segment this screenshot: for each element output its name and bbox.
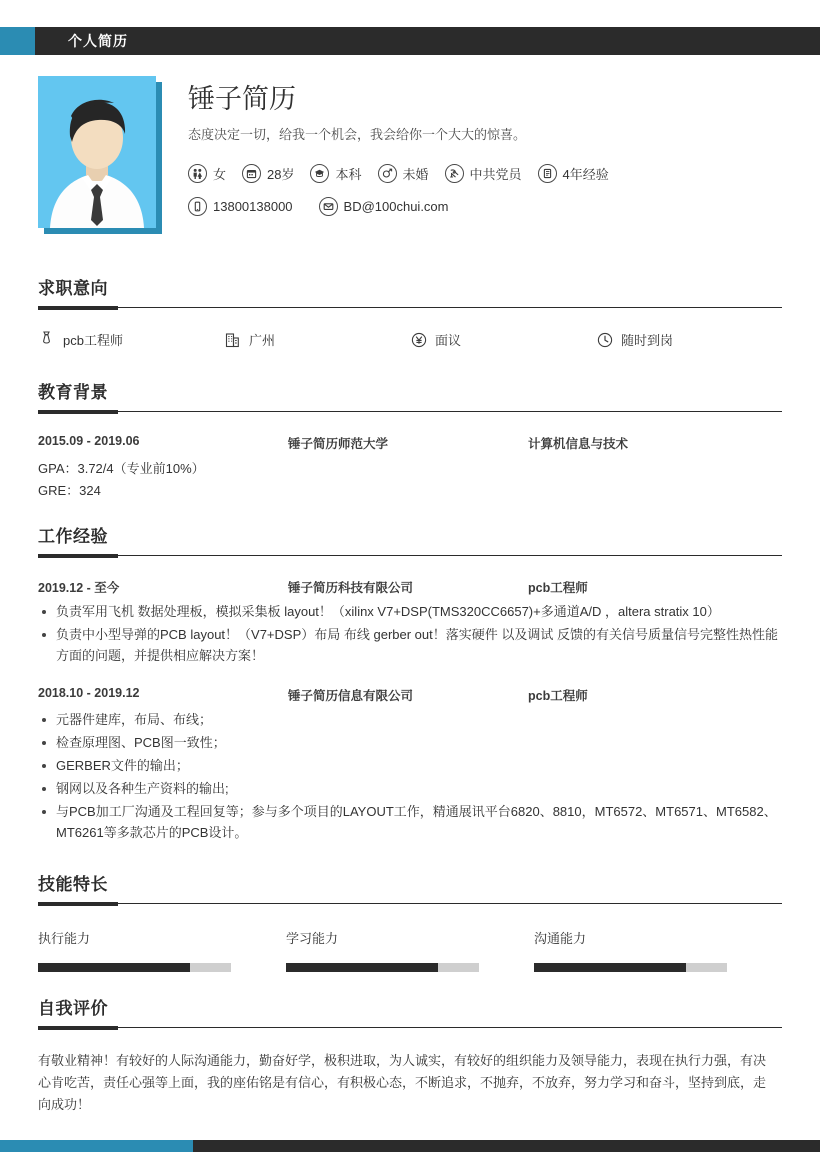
list-item: 与PCB加工厂沟通及工程回复等；参与多个项目的LAYOUT工作，精通展讯平台6820、8810，MT6572、MT6571、MT6582、MT6261等多款芯片的PCB设计。 (38, 801, 782, 843)
building-icon (224, 331, 241, 348)
education-cap-icon (310, 164, 329, 183)
skill-item (534, 928, 782, 972)
education-gre: GRE：324 (38, 483, 101, 498)
top-title-bar (35, 27, 820, 55)
section-header (38, 998, 782, 1030)
section-rule (38, 411, 782, 412)
section-rule (38, 1027, 782, 1028)
education-entry-head (38, 434, 782, 452)
work-role: pcb工程师 (528, 581, 588, 595)
skill-label: 执行能力 (38, 931, 91, 946)
section-title-education: 教育背景 (38, 383, 108, 402)
section-header (38, 874, 782, 906)
meta-party-label: 中共党员 (469, 167, 522, 182)
education-entry (38, 434, 782, 502)
list-item: 检查原理图、PCB图一致性； (38, 732, 782, 753)
meta-experience (538, 164, 609, 183)
section-rule-accent (38, 1026, 118, 1030)
profile-contact-row (188, 197, 788, 216)
party-emblem-icon (445, 164, 464, 183)
footer-dark-block (193, 1140, 820, 1152)
clock-icon (596, 331, 613, 348)
education-major: 计算机信息与技术 (528, 437, 629, 451)
contact-email[interactable] (319, 197, 449, 216)
profile-meta-row (188, 164, 788, 183)
avatar-photo (38, 76, 156, 228)
meta-age (242, 164, 294, 183)
section-title-work: 工作经验 (38, 527, 108, 546)
meta-experience-label: 4年经验 (562, 167, 609, 182)
skill-item (38, 928, 286, 972)
education-details (38, 458, 782, 502)
section-header (38, 382, 782, 414)
education-school: 锤子简历师范大学 (288, 437, 389, 451)
intention-salary (410, 330, 596, 349)
page-title: 个人简历 (68, 33, 128, 49)
section-rule-accent (38, 410, 118, 414)
section-header (38, 526, 782, 558)
skill-progress-track (38, 963, 231, 972)
work-date: 2019.12 - 至今 (38, 581, 120, 595)
candidate-name: 锤子简历 (188, 84, 296, 114)
evaluation-text: 有敬业精神！有较好的人际沟通能力，勤奋好学，极积进取，为人诚实，有较好的组织能力及领导能力，表现在执行力强，有决心肯吃苦，责任心强等上面，我的座佑铭是有信心，有积极心态，不断追求，不抛弃，不放弃，努力学习和奋斗，坚持到底，走向成功！ (38, 1053, 767, 1112)
intention-city (224, 330, 410, 349)
skill-item (286, 928, 534, 972)
intention-salary-label: 面议 (435, 333, 462, 348)
section-rule (38, 307, 782, 308)
skill-progress-fill (38, 963, 190, 972)
section-rule-accent (38, 554, 118, 558)
profile-info (188, 82, 788, 230)
intention-row (38, 330, 782, 349)
intention-position (38, 330, 224, 349)
profile-header (0, 76, 820, 246)
meta-marital (378, 164, 429, 183)
section-rule-accent (38, 902, 118, 906)
meta-marital-label: 未婚 (402, 167, 429, 182)
list-item: 钢网以及各种生产资料的输出; (38, 778, 782, 799)
meta-party (445, 164, 522, 183)
meta-age-label: 28岁 (267, 167, 295, 182)
list-item: 负责军用飞机 数据处理板，模拟采集板 layout！（xilinx V7+DSP(TMS320CC6657)+多通道A/D ，altera stratix 10） (38, 601, 782, 622)
work-entry-head (38, 686, 782, 704)
section-title-intention: 求职意向 (38, 279, 108, 298)
section-header (38, 278, 782, 310)
avatar (38, 76, 162, 234)
footer-accent-block (0, 1140, 193, 1152)
marital-status-icon (378, 164, 397, 183)
meta-education-label: 本科 (335, 167, 362, 182)
birthday-icon (242, 164, 261, 183)
meta-gender-label: 女 (213, 167, 227, 182)
contact-email-label: BD@100chui.com (343, 199, 449, 214)
yen-icon (410, 331, 427, 348)
work-entry (38, 578, 782, 666)
experience-doc-icon (538, 164, 557, 183)
meta-education (310, 164, 361, 183)
intention-position-label: pcb工程师 (63, 333, 123, 348)
skill-row (38, 928, 782, 972)
section-skills (38, 874, 782, 972)
section-rule (38, 555, 782, 556)
work-entry (38, 686, 782, 843)
list-item: 元器件建库，布局、布线； (38, 709, 782, 730)
work-entry-head (38, 578, 782, 596)
phone-icon (188, 197, 207, 216)
work-role: pcb工程师 (528, 689, 588, 703)
skill-progress-track (286, 963, 479, 972)
tie-icon (38, 331, 55, 348)
work-company: 锤子简历信息有限公司 (288, 689, 414, 703)
work-company: 锤子简历科技有限公司 (288, 581, 414, 595)
section-title-evaluation: 自我评价 (38, 999, 108, 1018)
footer-bar (0, 1140, 820, 1152)
skill-progress-fill (286, 963, 438, 972)
education-date: 2015.09 - 2019.06 (38, 434, 140, 448)
skill-label: 沟通能力 (533, 931, 586, 946)
section-self-evaluation (38, 998, 782, 1116)
intention-availability-label: 随时到岗 (621, 333, 674, 348)
meta-gender (188, 164, 226, 183)
section-rule (38, 903, 782, 904)
section-work-experience (38, 526, 782, 845)
candidate-tagline: 态度决定一切，给我一个机会，我会给你一个大大的惊喜。 (188, 127, 527, 142)
skill-label: 学习能力 (285, 931, 338, 946)
work-bullet-list (38, 601, 782, 666)
section-rule-accent (38, 306, 118, 310)
email-icon (319, 197, 338, 216)
gender-icon (188, 164, 207, 183)
section-job-intention (38, 278, 782, 349)
intention-city-label: 广州 (249, 333, 276, 348)
section-education (38, 382, 782, 502)
section-title-skills: 技能特长 (38, 875, 108, 894)
contact-phone-label: 13800138000 (213, 199, 293, 214)
education-gpa: GPA：3.72/4（专业前10%） (38, 461, 205, 476)
work-bullet-list (38, 709, 782, 843)
work-date: 2018.10 - 2019.12 (38, 686, 140, 700)
contact-phone[interactable] (188, 197, 293, 216)
top-accent-block (0, 27, 35, 55)
skill-progress-track (534, 963, 727, 972)
intention-availability (596, 330, 782, 349)
top-header-bar (0, 27, 820, 55)
list-item: GERBER文件的输出； (38, 755, 782, 776)
skill-progress-fill (534, 963, 686, 972)
list-item: 负责中小型导弹的PCB layout！（V7+DSP）布局 布线 gerber out！落实硬件 以及调试 反馈的有关信号质量信号完整性热性能方面的问题，并提供相应解决方案！ (38, 624, 782, 666)
